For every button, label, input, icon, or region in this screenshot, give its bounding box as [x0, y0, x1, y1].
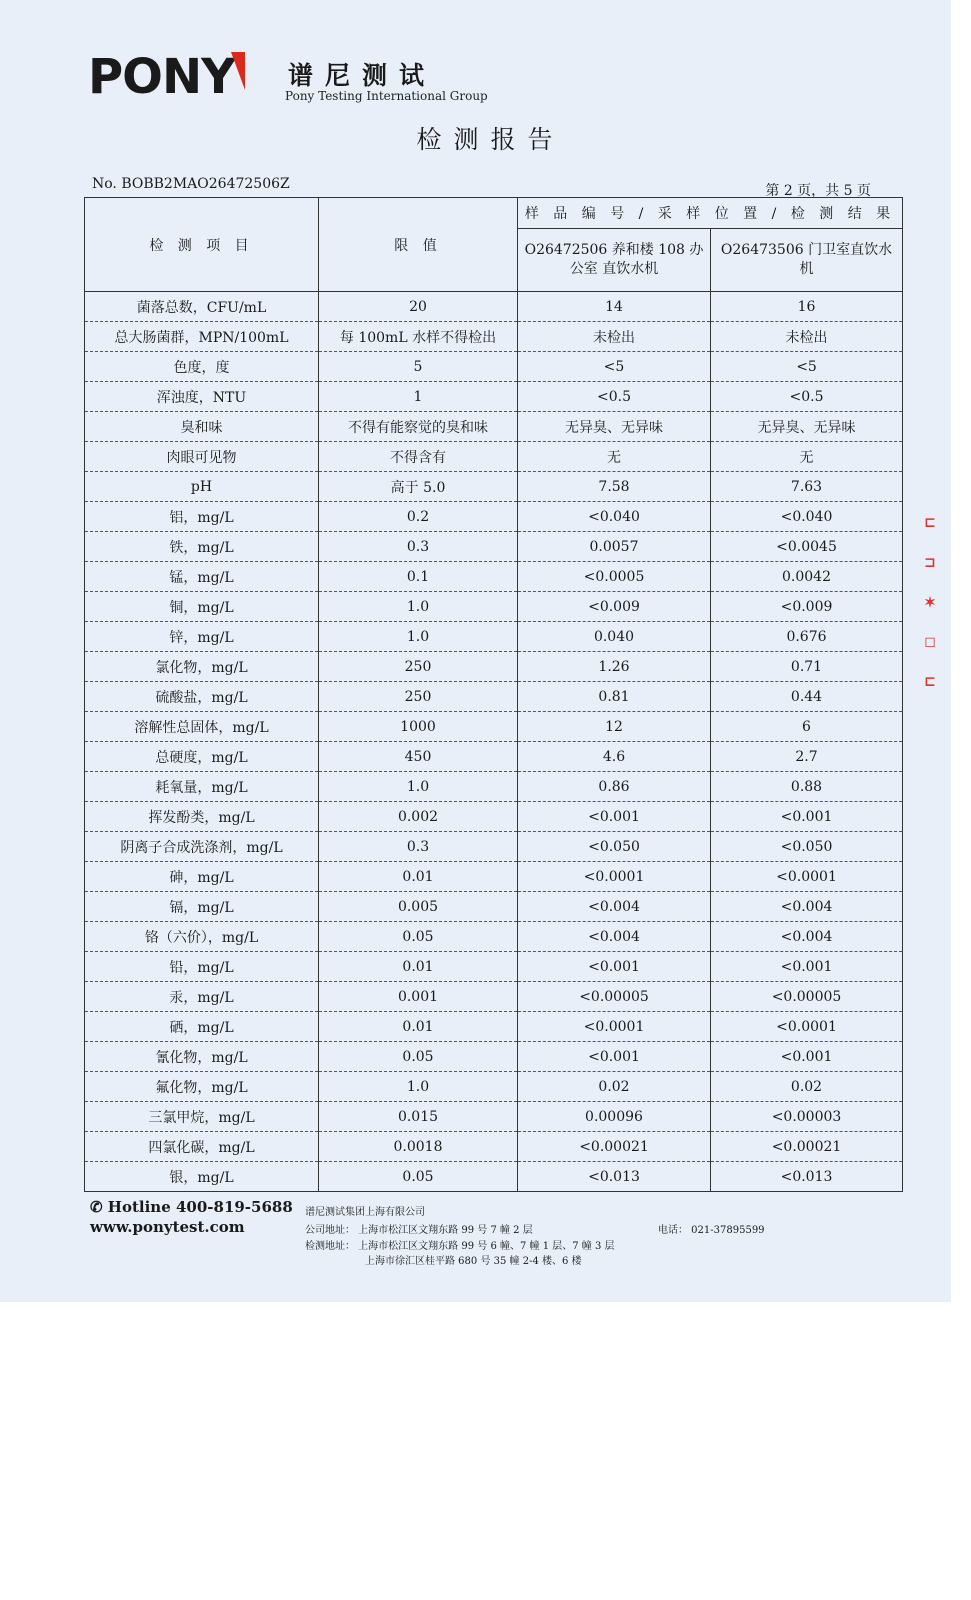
cell-item: 汞，mg/L [85, 982, 319, 1012]
cell-sample-2: <0.5 [711, 382, 903, 412]
company-address: 公司地址： 上海市松江区文翔东路 99 号 7 幢 2 层 [305, 1225, 533, 1236]
table-row [85, 1162, 903, 1192]
cell-item: 三氯甲烷，mg/L [85, 1102, 319, 1132]
cell-limit: 0.005 [319, 892, 518, 922]
cell-sample-2: <0.00005 [711, 982, 903, 1012]
cell-item: 硫酸盐，mg/L [85, 682, 319, 712]
header-sample-2: O26473506 门卫室直饮水机 [711, 229, 903, 292]
cell-sample-1: 14 [518, 292, 711, 322]
cell-limit: 0.01 [319, 862, 518, 892]
cell-sample-1: <0.00021 [518, 1132, 711, 1162]
cell-item: 阴离子合成洗涤剂，mg/L [85, 832, 319, 862]
cell-item: 银，mg/L [85, 1162, 319, 1192]
website: www.ponytest.com [90, 1218, 245, 1236]
cell-item: pH [85, 472, 319, 502]
cell-sample-2: <0.0001 [711, 1012, 903, 1042]
cell-sample-1: <0.001 [518, 952, 711, 982]
cell-sample-1: <0.004 [518, 922, 711, 952]
cell-sample-2: 2.7 [711, 742, 903, 772]
cell-sample-2: <5 [711, 352, 903, 382]
cell-item: 浑浊度，NTU [85, 382, 319, 412]
cell-item: 铬（六价），mg/L [85, 922, 319, 952]
cell-sample-1: 无 [518, 442, 711, 472]
cell-sample-2: <0.009 [711, 592, 903, 622]
header-item: 检 测 项 目 [85, 198, 319, 292]
cell-sample-1: 12 [518, 712, 711, 742]
cell-sample-2: <0.004 [711, 922, 903, 952]
cell-limit: 1 [319, 382, 518, 412]
cell-limit: 0.0018 [319, 1132, 518, 1162]
cell-sample-2: 0.88 [711, 772, 903, 802]
cell-sample-2: <0.0045 [711, 532, 903, 562]
cell-sample-2: 16 [711, 292, 903, 322]
table-row [85, 292, 903, 322]
cell-item: 铁，mg/L [85, 532, 319, 562]
cell-limit: 1.0 [319, 622, 518, 652]
cell-sample-1: <0.040 [518, 502, 711, 532]
cell-item: 耗氧量，mg/L [85, 772, 319, 802]
results-body [85, 292, 903, 1192]
cell-limit: 1000 [319, 712, 518, 742]
cell-sample-1: <0.009 [518, 592, 711, 622]
cell-item: 铜，mg/L [85, 592, 319, 622]
cell-item: 镉，mg/L [85, 892, 319, 922]
table-row [85, 832, 903, 862]
cell-item: 氰化物，mg/L [85, 1042, 319, 1072]
table-row [85, 1012, 903, 1042]
table-row [85, 682, 903, 712]
cell-limit: 20 [319, 292, 518, 322]
table-row [85, 412, 903, 442]
cell-limit: 不得有能察觉的臭和味 [319, 412, 518, 442]
cell-sample-1: <0.0001 [518, 862, 711, 892]
cell-sample-2: 6 [711, 712, 903, 742]
cell-item: 四氯化碳，mg/L [85, 1132, 319, 1162]
table-row [85, 712, 903, 742]
table-row [85, 892, 903, 922]
cell-sample-2: 无 [711, 442, 903, 472]
cell-sample-2: <0.0001 [711, 862, 903, 892]
page-indicator: 第 2 页，共 5 页 [765, 183, 871, 199]
logo-triangle-icon [231, 52, 245, 90]
cell-sample-1: <0.001 [518, 1042, 711, 1072]
cell-limit: 250 [319, 682, 518, 712]
cell-sample-2: 0.0042 [711, 562, 903, 592]
cell-limit: 0.3 [319, 832, 518, 862]
table-row [85, 352, 903, 382]
table-row [85, 562, 903, 592]
table-row [85, 472, 903, 502]
cell-sample-1: 0.86 [518, 772, 711, 802]
cell-sample-2: 0.44 [711, 682, 903, 712]
table-row [85, 322, 903, 352]
cell-sample-1: <5 [518, 352, 711, 382]
cell-limit: 0.05 [319, 1162, 518, 1192]
cell-sample-1: 0.040 [518, 622, 711, 652]
cell-item: 锰，mg/L [85, 562, 319, 592]
phone: 电话： 021-37895599 [658, 1225, 765, 1236]
cell-limit: 0.015 [319, 1102, 518, 1132]
cell-limit: 0.1 [319, 562, 518, 592]
report-number: No. BOBB2MAO26472506Z [92, 176, 290, 192]
header-limit: 限 值 [319, 198, 518, 292]
table-row [85, 862, 903, 892]
cell-item: 铝，mg/L [85, 502, 319, 532]
table-row [85, 502, 903, 532]
cell-sample-1: 0.00096 [518, 1102, 711, 1132]
cell-sample-2: 无异臭、无异味 [711, 412, 903, 442]
cell-limit: 0.002 [319, 802, 518, 832]
cell-item: 色度，度 [85, 352, 319, 382]
table-row [85, 1102, 903, 1132]
cell-limit: 0.05 [319, 922, 518, 952]
cell-sample-1: <0.0005 [518, 562, 711, 592]
company-name: 谱尼测试集团上海有限公司 [305, 1207, 425, 1218]
table-row [85, 622, 903, 652]
cell-item: 肉眼可见物 [85, 442, 319, 472]
cell-item: 铅，mg/L [85, 952, 319, 982]
cell-sample-2: 0.71 [711, 652, 903, 682]
header-sample-group: 样 品 编 号 / 采 样 位 置 / 检 测 结 果 [518, 198, 903, 229]
cell-sample-2: 0.02 [711, 1072, 903, 1102]
cell-limit: 0.05 [319, 1042, 518, 1072]
cell-item: 总大肠菌群，MPN/100mL [85, 322, 319, 352]
cell-limit: 不得含有 [319, 442, 518, 472]
table-row [85, 532, 903, 562]
cell-sample-1: 未检出 [518, 322, 711, 352]
cell-limit: 每 100mL 水样不得检出 [319, 322, 518, 352]
table-row [85, 1072, 903, 1102]
table-row [85, 922, 903, 952]
cell-sample-2: <0.013 [711, 1162, 903, 1192]
cell-item: 砷，mg/L [85, 862, 319, 892]
cell-item: 氟化物，mg/L [85, 1072, 319, 1102]
cell-item: 锌，mg/L [85, 622, 319, 652]
cell-sample-1: 7.58 [518, 472, 711, 502]
table-row [85, 1132, 903, 1162]
results-table [84, 197, 903, 1192]
cell-sample-2: <0.00003 [711, 1102, 903, 1132]
cell-sample-1: 0.0057 [518, 532, 711, 562]
page-title: 检测报告 [416, 125, 565, 154]
table-row [85, 772, 903, 802]
lab-address-2: 上海市徐汇区桂平路 680 号 35 幢 2-4 楼、6 楼 [365, 1256, 582, 1267]
cell-limit: 1.0 [319, 772, 518, 802]
cell-sample-1: 4.6 [518, 742, 711, 772]
logo-text: PONY [88, 49, 235, 105]
seal-stamp: ⊏ ⊐ ✶ ◻ ⊏ [924, 515, 936, 690]
cell-limit: 高于 5.0 [319, 472, 518, 502]
cell-limit: 5 [319, 352, 518, 382]
cell-sample-1: <0.050 [518, 832, 711, 862]
table-row [85, 982, 903, 1012]
table-row [85, 802, 903, 832]
cell-sample-2: 未检出 [711, 322, 903, 352]
cell-limit: 0.3 [319, 532, 518, 562]
cell-item: 臭和味 [85, 412, 319, 442]
cell-sample-1: <0.5 [518, 382, 711, 412]
table-row [85, 592, 903, 622]
cell-sample-1: 1.26 [518, 652, 711, 682]
cell-sample-1: 0.81 [518, 682, 711, 712]
cell-item: 溶解性总固体，mg/L [85, 712, 319, 742]
cell-item: 菌落总数，CFU/mL [85, 292, 319, 322]
pony-logo [88, 49, 245, 105]
cell-limit: 0.2 [319, 502, 518, 532]
lab-address: 检测地址： 上海市松江区文翔东路 99 号 6 幢、7 幢 1 层、7 幢 3 层 [305, 1241, 615, 1252]
table-row [85, 442, 903, 472]
header-sample-1: O26472506 养和楼 108 办公室 直饮水机 [518, 229, 711, 292]
cell-limit: 0.01 [319, 1012, 518, 1042]
cell-limit: 0.001 [319, 982, 518, 1012]
table-row [85, 382, 903, 412]
hotline: ✆ Hotline 400-819-5688 [90, 1198, 293, 1216]
cell-limit: 1.0 [319, 592, 518, 622]
cell-item: 挥发酚类，mg/L [85, 802, 319, 832]
brand-name-en: Pony Testing International Group [285, 89, 488, 103]
cell-sample-1: <0.001 [518, 802, 711, 832]
cell-sample-1: 0.02 [518, 1072, 711, 1102]
table-row [85, 1042, 903, 1072]
cell-sample-2: <0.001 [711, 802, 903, 832]
cell-sample-2: 7.63 [711, 472, 903, 502]
table-row [85, 652, 903, 682]
cell-sample-2: <0.00021 [711, 1132, 903, 1162]
cell-sample-2: <0.001 [711, 1042, 903, 1072]
cell-item: 硒，mg/L [85, 1012, 319, 1042]
cell-sample-2: <0.050 [711, 832, 903, 862]
cell-limit: 0.01 [319, 952, 518, 982]
cell-limit: 250 [319, 652, 518, 682]
cell-sample-1: <0.0001 [518, 1012, 711, 1042]
cell-sample-2: <0.001 [711, 952, 903, 982]
cell-sample-1: <0.013 [518, 1162, 711, 1192]
cell-item: 氯化物，mg/L [85, 652, 319, 682]
cell-sample-2: 0.676 [711, 622, 903, 652]
table-row [85, 952, 903, 982]
cell-sample-1: 无异臭、无异味 [518, 412, 711, 442]
cell-sample-2: <0.004 [711, 892, 903, 922]
table-row [85, 742, 903, 772]
cell-sample-2: <0.040 [711, 502, 903, 532]
cell-limit: 1.0 [319, 1072, 518, 1102]
cell-sample-1: <0.00005 [518, 982, 711, 1012]
cell-sample-1: <0.004 [518, 892, 711, 922]
cell-item: 总硬度，mg/L [85, 742, 319, 772]
brand-name-cn: 谱尼测试 [288, 61, 437, 90]
cell-limit: 450 [319, 742, 518, 772]
